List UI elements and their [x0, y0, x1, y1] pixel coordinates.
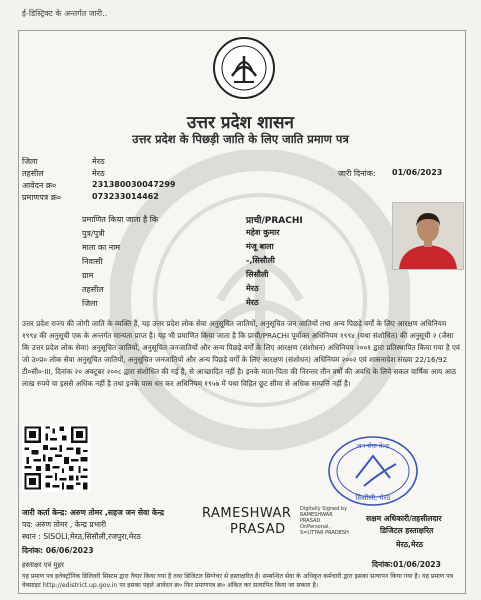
qr-code-icon — [22, 424, 90, 492]
issuer-date: दिनांक: 06/06/2023 — [22, 546, 94, 555]
district-value: मेरठ — [92, 157, 105, 166]
issue-date-value: 01/06/2023 — [392, 168, 443, 177]
certificate-body-text: उत्तर प्रदेश राज्य की जोगी जाति के व्यक्ति हैं, यह उत्तर प्रदेश लोक सेवा अनुसूचित जातियों, अनुसूचित जन जातियों तथा अन्य पिछड़े वर्गों के लिए आरक्षण अधिनियम १९९४ की अनुसूची एक के अन्तर्गत मान्यता प्राप्त है। यह भी प्रमाणित किया जाता है कि प्राची/PRACHI पूर्वोक्त अधिनियम १९९४ (यथा संशोधित) की अनुसूची २ (जैसा कि उत्तर प्रदेश लोक सेवा) अनुसूचित जातियों, अनुसूचित जनजातियों और अन्य पिछड़े वर्गों के लिए आरक्षण (संशोधन) अधिनियम २००१ द्वारा प्रतिस्थापित किया गया है एवं जो उ०प्र० लोक सेवा अनुसूचित जातियों, अनुसूचित जनजातियों और अन्य पिछड़े वर्गों के लिए आरक्षण (संशोधन) अधिनियम २००२ एवं शासनादेश संख्या 22/16/92 टी०सी०-III, दिनांक २० अक्टूबर २००८ द्वारा संशोधित की गई है, से आच्छादित नहीं है। इनके माता-पिता की निरन्तर तीन वर्षों की अवधि के लिये सकल वार्षिक आय आठ लाख रुपये या इससे अधिक नहीं है तथा इनके पास धन कर अधिनियम १९५७ में यथा विहित छूट सीमा से अधिक सम्पत्ति नहीं है। — [22, 319, 460, 388]
detail-tehsil-value: मेरठ — [246, 284, 259, 293]
certify-intro-label: प्रमाणित किया जाता है कि — [82, 215, 159, 224]
applicant-photo — [392, 202, 464, 270]
tehsil-value: मेरठ — [92, 169, 105, 178]
mother-name: मंजू बाला — [246, 242, 274, 251]
seal-text-top: जन सेवा केन्द्र — [356, 442, 390, 450]
authority-date: दिनांक:01/06/2023 — [372, 560, 441, 569]
digital-signer-name-2: PRASAD — [230, 522, 286, 537]
authority-title: सक्षम अधिकारी/तहसीलदार — [366, 514, 442, 523]
up-government-emblem-icon — [212, 36, 276, 100]
issuer-post: पद: अरुण तोमर , केन्द्र प्रभारी — [22, 520, 107, 529]
certificate-subtitle: उत्तर प्रदेश के पिछड़ी जाति के लिए जाति प्रमाण पत्र — [132, 132, 349, 146]
verification-note: यह प्रमाण पत्र इलेक्ट्रॉनिक डिलिवरी सिस्टम द्वारा तैयार किया गया है तथा डिजिटल सिग्नेचर से हस्ताक्षरित है। सम्बन्धित सेवा के अधिकृत कर्मचारी द्वारा इसका सत्यापन किया गया है। यह प्रमाण पत्र वेबसाइट http://edistrict.up.gov.in पर इसका पहले आवेदन क्र० फिर प्रमाणपत्र क्र० अंकित कर सत्यापित किया जा सकता है। — [22, 573, 454, 589]
digital-signer-name-1: RAMESHWAR — [202, 506, 292, 521]
detail-district-label: जिला — [82, 299, 98, 308]
authority-location: मेरठ,मेरठ — [396, 540, 424, 549]
father-name: महेश कुमार — [246, 228, 280, 237]
certificate-number: 073233014462 — [92, 192, 159, 201]
jan-seva-kendra-seal-icon — [326, 434, 420, 508]
mother-label: माता का नाम — [82, 243, 121, 252]
issuer-center: जारी कर्ता केन्द्र: अरुण तोमर ,सहज जन सेवा केन्द्र — [22, 508, 165, 517]
application-label: आवेदन क्र० — [22, 181, 57, 190]
seal-text-bottom: सिसौली, मेरठ — [355, 494, 391, 502]
applicant-name: प्राची/PRACHI — [246, 216, 303, 226]
issue-date-label: जारी दिनांक: — [338, 169, 376, 178]
authority-digital-sign: डिजिटल हस्ताक्षरित — [380, 526, 434, 535]
certificate-title: उत्तर प्रदेश शासन — [186, 113, 294, 133]
relation-label: पुत्र/पुत्री — [82, 229, 105, 238]
digital-signature-details: Digitally Signed by RAMESHWAR PRASAD OnPersonal, S=UTTAR PRADESH — [300, 506, 349, 536]
resident-value: -,सिसौली — [246, 256, 275, 265]
resident-label: निवासी — [82, 257, 103, 266]
application-number: 231380030047299 — [92, 180, 176, 189]
tehsil-label: तहसील — [22, 169, 44, 178]
issuer-place: स्थान : SISOLI,मेरठ,सिसौली,रजपुरा,मेरठ — [22, 532, 141, 541]
village-value: सिसौली — [246, 270, 269, 279]
detail-tehsil-label: तहसील — [82, 285, 104, 294]
signature-seal-label: हस्ताक्षर एवं मुहर — [22, 561, 64, 569]
detail-district-value: मेरठ — [246, 298, 259, 307]
certificate-number-label: प्रमाणपत्र क्र० — [22, 193, 61, 202]
village-label: ग्राम — [82, 271, 94, 280]
district-label: जिला — [22, 157, 38, 166]
edistrict-note: ई-डिस्ट्रिक्ट के अन्तर्गत जारी.. — [22, 9, 108, 18]
